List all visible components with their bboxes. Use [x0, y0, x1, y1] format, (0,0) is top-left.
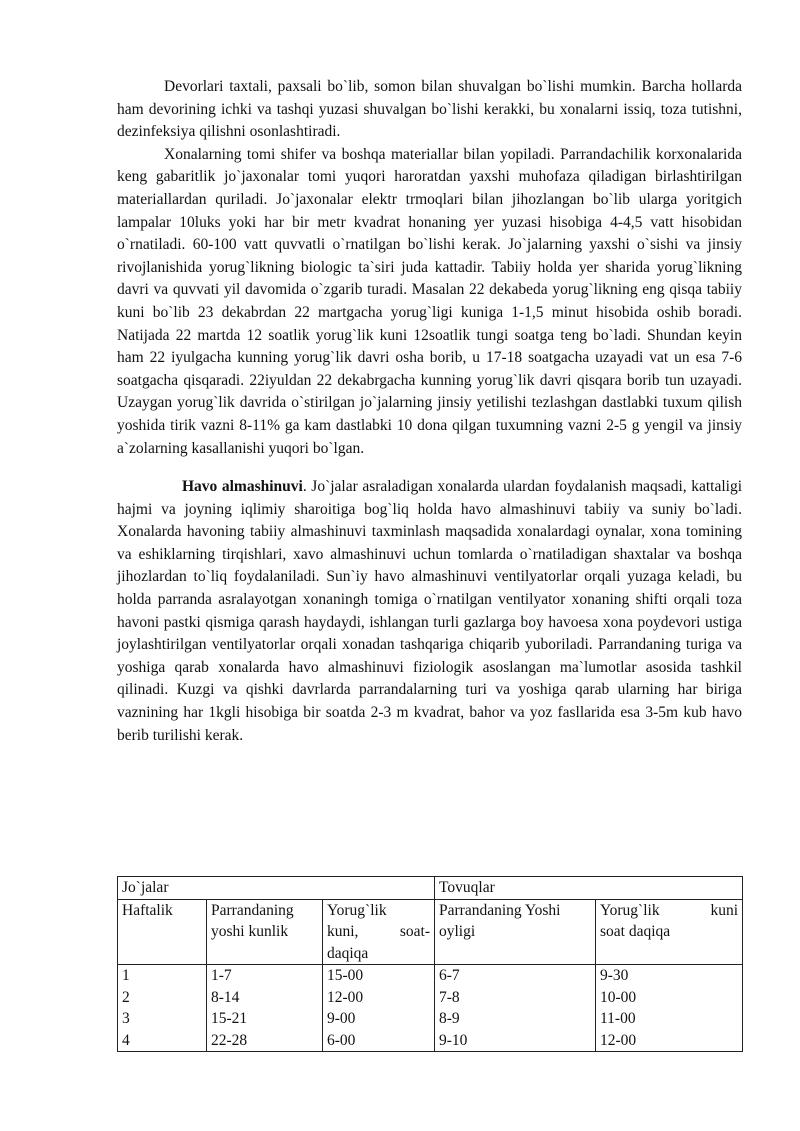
lighting-table	[117, 876, 743, 1052]
paragraph-roof-lighting: Xonalarning tomi shifer va boshqa materiallar bilan yopiladi. Parrandachilik korxonalarida keng gabaritlik jo`jaxonalar tomi yuqori haroratdan yaxshi muhofaza qiladigan birlashtirilgan materiallardan quriladi. Jo`jaxonalar elektr trmoqlari bilan jihozlangan bo`lib ularga yoritgich lampalar 10luks yoki har bir metr kvadrat honaning yer yuzasi hisobiga 4-4,5 vatt hisobidan o`rnatiladi. 60-100 vatt quvvatli o`rnatilgan bo`lishi kerak. Jo`jalarning yaxshi o`sishi va jinsiy rivojlanishida yorug`likning biologic ta`siri juda kattadir. Tabiiy holda yer sharida yorug`likning davri va quvvati yil davomida o`zgarib turadi. Masalan 22 dekabeda yorug`likning eng qisqa tabiiy kuni bo`lib 23 dekabrdan 22 martgacha yorug`ligi kuniga 1-1,5 minut hisobida oshib boradi. Natijada 22 martda 12 soatlik yorug`lik kuni 12soatlik tungi soatga teng bo`ladi. Shundan keyin ham 22 iyulgacha kunning yorug`lik davri osha borib, u 17-18 soatgacha uzayadi vat un esa 7-6 soatgacha qisqaradi. 22iyuldan 22 dekabrgacha kunning yorug`lik davri qisqara borib tun uzayadi. Uzaygan yorug`lik davrida o`stirilgan jo`jalarning jinsiy yetilishi tezlashgan dastlabki tuxum qilish yoshida tirik vazni 8-11% ga kam dastlabki 10 dona qilgan tuxumning vazni 2-5 g yengil va jinsiy a`zolarning kasallanishi yuqori bo`lgan.	[117, 145, 742, 457]
cells-chick-light: 15-00 12-00 9-00 6-00	[323, 965, 435, 1052]
header-chick-age: Parrandaning yoshi kunlik	[207, 899, 323, 965]
table-group-header-row	[118, 877, 743, 900]
ventilation-text: . Jo`jalar asraladigan xonalarda ulardan foydalanish maqsadi, kattaligi hajmi va joyning iqlimiy sharoitiga bog`liq holda havo almashinuvi tabiiy va suniy bo`ladi. Xonalarda havoning tabiiy almashinuvi taxminlash maqsadida xonalardagi oynalar, xona tomining va eshiklarning tirqishlari, xavo almashinuvi uchun tomlarda o`rnatiladigan shaxtalar va boshqa jihozlardan to`liq foydalaniladi. Sun`iy havo almashinuvi ventilyatorlar orqali yuzaga keladi, bu holda parranda asralayotgan xonaningh tomiga o`rnatilgan ventilyator xonaning shifti orqali toza havoni pastki qismiga qarash haydaydi, ishlangan turli gazlarga boy havoesa xona poydevori ustiga joylashtirilgan ventilyatorlar orqali xonadan tashqariga chiqarib yuboriladi. Parrandaning turiga va yoshiga qarab xonalarda havo almashinuvi fiziologik asoslangan ma`lumotlar asosida tashkil qilinadi. Kuzgi va qishki davrlarda parrandalarning turi va yoshiga qarab ularning har biriga vaznining har 1kgli hisobiga bir soatda 2-3 m kvadrat, bahor va yoz fasllarida esa 3-5m kub havo berib turilishi kerak.	[117, 478, 742, 744]
table-data-row	[118, 965, 743, 1052]
header-week: Haftalik	[118, 899, 207, 965]
cells-hen-light: 9-30 10-00 11-00 12-00	[596, 965, 743, 1052]
document-body	[117, 76, 742, 747]
cells-week: 1 2 3 4	[118, 965, 207, 1052]
cells-chick-age: 1-7 8-14 15-21 22-28	[207, 965, 323, 1052]
paragraph-walls: Devorlari taxtali, paxsali bo`lib, somon bilan shuvalgan bo`lishi mumkin. Barcha hollarda ham devorining ichki va tashqi yuzasi shuvalgan bo`lishi kerakki, bu xonalarni issiq, toza tutishni, dezinfeksiya qilishni osonlashtiradi.	[117, 78, 742, 141]
header-hen-light: Yorug`lik kuni soat daqiqa	[596, 899, 743, 965]
header-hen-age: Parrandaning Yoshi oyligi	[435, 899, 596, 965]
cells-hen-age: 6-7 7-8 8-9 9-10	[435, 965, 596, 1052]
group-header-chicks: Jo`jalar	[118, 877, 435, 900]
group-header-hens: Tovuqlar	[435, 877, 743, 900]
header-chick-light: Yorug`lik kuni, soat- daqiqa	[323, 899, 435, 965]
section-heading-ventilation: Havo almashinuvi	[182, 478, 303, 496]
table-column-header-row	[118, 899, 743, 965]
paragraph-ventilation	[117, 476, 742, 747]
